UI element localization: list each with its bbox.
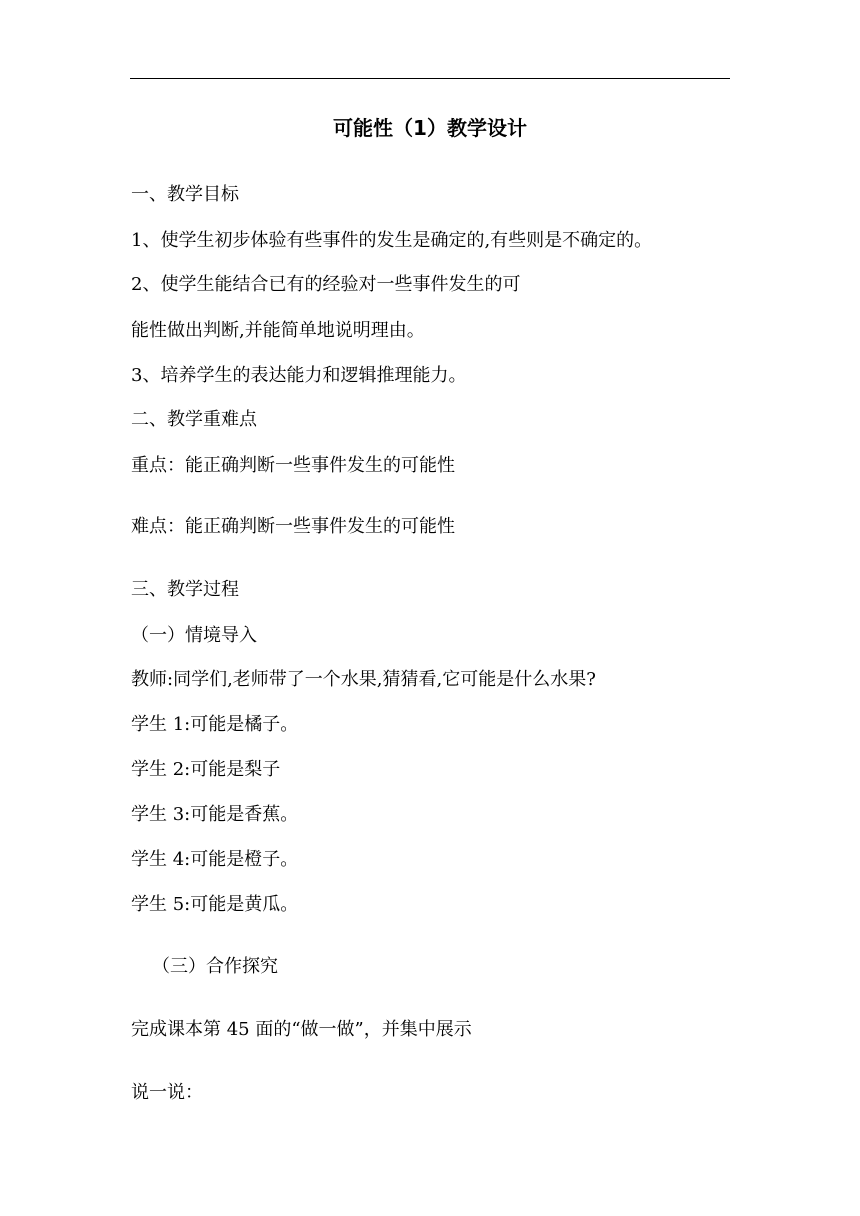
student-answer-4: 学生 4:可能是橙子。 xyxy=(131,849,299,870)
objective-2-line-2: 能性做出判断,并能简单地说明理由。 xyxy=(131,320,425,341)
discuss-prompt: 说一说： xyxy=(131,1082,203,1103)
difficult-point: 难点：能正确判断一些事件发生的可能性 xyxy=(131,516,455,537)
teacher-line: 教师:同学们,老师带了一个水果,猜猜看,它可能是什么水果? xyxy=(131,669,596,690)
objective-3: 3、培养学生的表达能力和逻辑推理能力。 xyxy=(131,365,467,386)
student-answer-1: 学生 1:可能是橘子。 xyxy=(131,714,299,735)
key-point: 重点：能正确判断一些事件发生的可能性 xyxy=(131,455,455,476)
document-title: 可能性（1）教学设计 xyxy=(333,116,527,140)
student-answer-3: 学生 3:可能是香蕉。 xyxy=(131,804,299,825)
objective-1: 1、使学生初步体验有些事件的发生是确定的,有些则是不确定的。 xyxy=(131,230,653,251)
explore-task: 完成课本第 45 面的“做一做”，并集中展示 xyxy=(131,1019,472,1040)
process-heading: 三、教学过程 xyxy=(131,579,239,600)
student-answer-2: 学生 2:可能是梨子 xyxy=(131,759,281,780)
objectives-heading: 一、教学目标 xyxy=(131,184,239,205)
objective-2-line-1: 2、使学生能结合已有的经验对一些事件发生的可 xyxy=(131,274,521,295)
intro-heading: （一）情境导入 xyxy=(131,625,257,646)
explore-heading: （三）合作探究 xyxy=(152,956,278,977)
header-rule xyxy=(130,78,730,79)
student-answer-5: 学生 5:可能是黄瓜。 xyxy=(131,894,299,915)
keypoints-heading: 二、教学重难点 xyxy=(131,409,257,430)
